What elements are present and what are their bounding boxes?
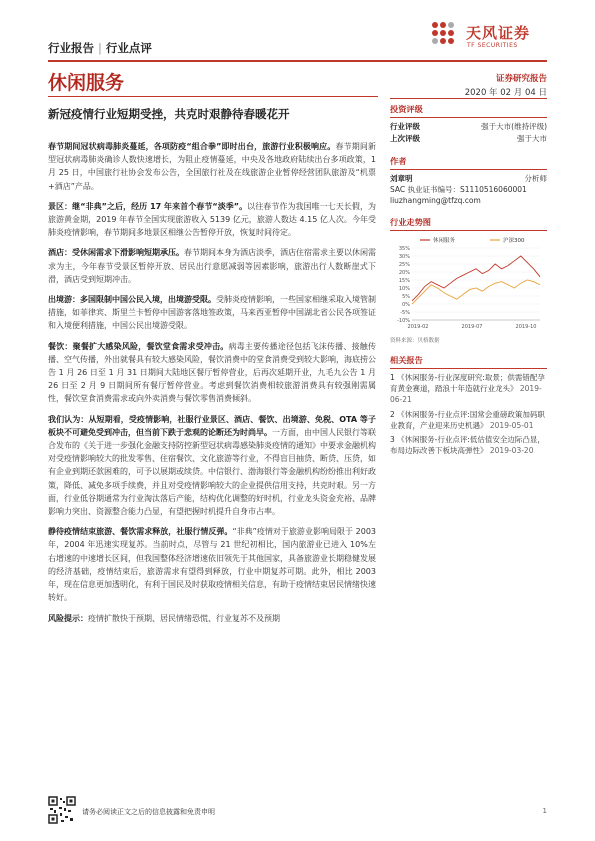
paragraph-1: 春节期间冠状病毒肺炎蔓延，各项防疫“组合拳”即时出台，旅游行业积极响应。春节期间新型冠状病毒肺炎确诊人数快速增长，为阻止疫情蔓延，中央及各地政府陆续出台多项政策，1 月 25 日，中国旅行社协会发布公告，全国旅行社及在线旅游企业暂停经营团队旅游及“机票+酒店”产品。 bbox=[48, 142, 377, 191]
rating-section-title: 投资评级 bbox=[390, 102, 547, 118]
author-email[interactable]: liuzhangming@tfzq.com bbox=[390, 196, 481, 205]
header-divider bbox=[48, 60, 547, 62]
logo-en-text: TF SECURITIES bbox=[467, 42, 518, 49]
risk-warning: 风险提示：疫情扩散快于预期、居民情绪恐慌、行业复苏不及预期 bbox=[48, 613, 280, 623]
side-header-divider bbox=[390, 98, 547, 99]
author-sac: SAC 执业证书编号：S1110516060001 bbox=[390, 185, 527, 194]
related-report-2[interactable]: 2 《休闲服务-行业点评:国常会重磅政策加码职业教育，产业迎来历史机遇》 2019-05-01 bbox=[390, 409, 545, 430]
report-type: 证券研究报告 bbox=[495, 74, 547, 84]
related-report-1[interactable]: 1 《休闲服务-行业深度研究:取景；供需错配孕育黄金赛道，踏浪十年造就行业龙头》 2019-06-21 bbox=[390, 373, 545, 405]
chart-section-title: 行业走势图 bbox=[390, 215, 547, 231]
main-column bbox=[48, 140, 376, 632]
paragraph-4: 出境游：多国限制中国公民入境，出境游受限。受肺炎疫情影响，一些国家相继采取入境管制措施，如菲律宾、斯里兰卡暂停中国游客落地签政策，马来西亚暂停中国湖北省公民各项签证和入境便利措施，中国公民出境游受限。 bbox=[48, 295, 376, 331]
page-number: 1 bbox=[542, 807, 547, 815]
qr-code-icon bbox=[48, 796, 76, 824]
author-role: 分析师 bbox=[524, 174, 547, 183]
legend-label: 沪深300 bbox=[503, 238, 525, 244]
paragraph-2: 景区：继“非典”之后，经历 17 年来首个春节“淡季”。以往春节作为我国唯一七天长假，为旅游黄金期，2019 年春节全国实现旅游收入 5139 亿元，旅游人数达 4.15 亿人次。今年受肺炎疫情影响，春节期间多地景区相继公告暂停开放，恢复时间待定。 bbox=[48, 201, 376, 238]
trend-chart-svg bbox=[390, 234, 547, 332]
x-tick-label: 2019-07 bbox=[461, 324, 483, 330]
related-section-title: 相关报告 bbox=[390, 353, 547, 369]
sector-title: 休闲服务 bbox=[48, 72, 125, 94]
related-reports-list bbox=[390, 372, 547, 456]
logo-cn-text: 天风证券 bbox=[466, 24, 531, 42]
author-info bbox=[390, 173, 547, 206]
report-headline: 新冠疫情行业短期受挫，共克时艰静待春暖花开 bbox=[48, 107, 290, 121]
series-line-1 bbox=[412, 256, 540, 301]
x-tick-label: 2019-02 bbox=[407, 324, 429, 330]
y-tick-label: 35% bbox=[398, 246, 410, 252]
rating-row-industry: 行业评级 强于大市(维持评级) bbox=[390, 122, 547, 131]
tag-separator: | bbox=[98, 41, 102, 55]
y-tick-label: 10% bbox=[398, 286, 410, 292]
series-line-2 bbox=[412, 280, 540, 304]
y-tick-label: 30% bbox=[398, 254, 410, 260]
paragraph-7: 静待疫情结束旅游、餐饮需求释放，社服行情反弹。“非典”疫情对于旅游业影响局限于 2003 年，2004 年迅速实现复苏。当前时点，尽管与 21 世纪初相比，国内旅游业已进入 10%左右增速的中速增长区间，但我国整体经济增速依旧领先于其他国家，具备旅游业长期稳健发展的经济基础，疫情结束后，旅游需求有望得到释放，行业中期复苏可期。此外，相比 2003 年，现在信息更加透明化，有利于国民及时获取疫情相关信息，有助于疫情结束居民情绪快速转好。 bbox=[48, 527, 376, 603]
y-tick-label: 5% bbox=[402, 294, 410, 300]
y-tick-label: -5% bbox=[400, 310, 410, 316]
report-tags bbox=[48, 40, 152, 56]
chart-source: 资料来源：贝格数据 bbox=[390, 338, 440, 344]
y-tick-label: 15% bbox=[398, 278, 410, 284]
report-date: 2020 年 02 月 04 日 bbox=[464, 88, 547, 98]
industry-trend-chart bbox=[390, 234, 547, 332]
y-tick-label: 20% bbox=[398, 270, 410, 276]
y-tick-label: 25% bbox=[398, 262, 410, 268]
y-tick-label: 0% bbox=[402, 302, 410, 308]
side-column bbox=[390, 102, 547, 459]
tag-industry-comment: 行业点评 bbox=[105, 41, 152, 55]
paragraph-6: 我们认为：从短期看，受疫情影响，社服行业景区、酒店、餐饮、出境游、免税、OTA 等子板块不可避免受到冲击，但当前下跌于悲观的论断还为时尚早。一方面，由中国人民银行等联合发布的《关于进一步强化金融支持防控新型冠状病毒感染肺炎疫情的通知》中要求金融机构对受疫情影响较大的批发零售、住宿餐饮、文化旅游等行业，不得盲目抽贷、断贷、压贷，如有企业到期还款困难的，可予以展期或续贷。中信银行、渤海银行等金融机构纷纷推出利好政策，降低、减免多项手续费，并且对受疫情影响较大的企业提供信用支持，共克时艰。另一方面，行业低谷期通常为行业淘汰落后产能，结构优化调整的好时机，行业龙头资金充裕、品牌影响力突出、资源整合能力凸显，有望把握时机提升自身市占率。 bbox=[48, 414, 376, 517]
footer-disclaimer: 请务必阅读正文之后的信息披露和免责申明 bbox=[82, 808, 215, 816]
paragraph-5: 餐饮：聚餐扩大感染风险，餐饮堂食需求受冲击。病毒主要传播途径包括飞沫传播、接触传播、空气传播，外出就餐具有较大感染风险，餐饮消费中的堂食消费受到较大影响，海底捞公告 1 月 26 日至 1 月 31 日期间大陆地区餐厅暂停营业，后再次延期开业，九毛九公告 1 月 26 日至 2 月 9 日期间所有餐厅暂停营业。考虑到餐饮消费相较旅游消费具有较强刚需属性，餐饮堂食消费需求或向外卖消费与餐饮零售消费倾斜。 bbox=[48, 341, 377, 404]
logo-mark-icon bbox=[432, 20, 462, 50]
author-section-title: 作者 bbox=[390, 154, 547, 170]
y-tick-label: -10% bbox=[397, 318, 410, 324]
paragraph-3: 酒店：受休闲需求下滑影响短期承压。春节期间本身为酒店淡季，酒店住宿需求主要以休闲需求为主，今年春节受景区暂停开放、居民出行意愿减弱等因素影响，旅游出行人数断崖式下滑，酒店受到短期冲击。 bbox=[48, 248, 376, 284]
tag-industry-report: 行业报告 bbox=[48, 41, 94, 55]
author-name: 刘章明 bbox=[390, 174, 413, 183]
related-report-3[interactable]: 3 《休闲服务-行业点评:低估值安全边际凸显，布局边际改善下板块高弹性》 2019-03-20 bbox=[390, 435, 545, 456]
x-tick-label: 2019-10 bbox=[515, 324, 537, 330]
sector-divider bbox=[48, 96, 378, 97]
company-logo bbox=[432, 20, 552, 56]
legend-label: 休闲服务 bbox=[433, 238, 456, 244]
rating-row-previous: 上次评级 强于大市 bbox=[390, 134, 547, 143]
